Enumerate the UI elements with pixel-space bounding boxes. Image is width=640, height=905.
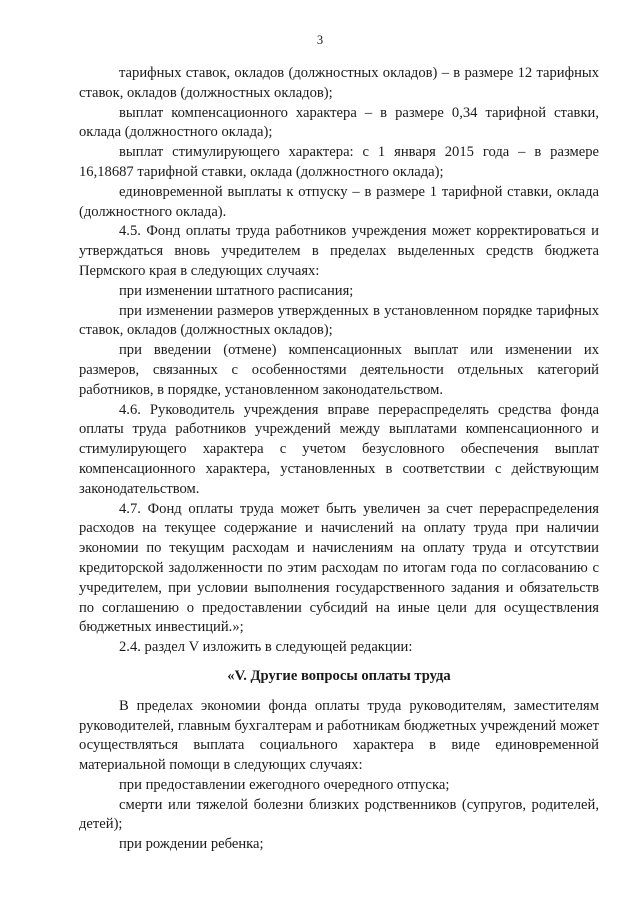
paragraph: тарифных ставок, окладов (должностных окладов) – в размере 12 тарифных ставок, окладов (должностных окладов); [79, 65, 599, 101]
paragraph: при рождении ребенка; [119, 836, 264, 853]
paragraph: 2.4. раздел V изложить в следующей редакции: [119, 639, 413, 656]
paragraph: смерти или тяжелой болезни близких родственников (супругов, родителей, детей); [79, 796, 599, 833]
paragraph: выплат стимулирующего характера: с 1 января 2015 года – в размере 16,18687 тарифной ставки, оклада (должностного оклада); [79, 144, 599, 180]
paragraph: при изменении размеров утвержденных в установленном порядке тарифных ставок, окладов (должностных окладов); [79, 302, 599, 339]
paragraph: В пределах экономии фонда оплаты труда руководителям, заместителям руководителей, главным бухгалтерам и работникам бюджетных учреждений может осуществляться выплата социального характера в виде единовременной материальной помощи в следующих случаях: [79, 697, 599, 774]
paragraph: 4.7. Фонд оплаты труда может быть увеличен за счет перераспределения расходов на текущее содержание и начислений на оплату труда при наличии экономии по текущим расходам и начислениям на оплату труда и отсутствии кредиторской задолженности по этим расходам по итогам года по согласованию с учредителем, при условии выполнения государственного задания и обязательств по соглашению о предоставлении субсидий на иные цели для осуществления бюджетных инвестиций.»; [79, 500, 599, 636]
document-body [79, 64, 599, 855]
paragraph: 4.6. Руководитель учреждения вправе перераспределять средства фонда оплаты труда работников учреждений между выплатами компенсационного и стимулирующего характера с учетом безусловного обеспечения выплат компенсационного характера, установленных в соответствии с действующим законодательством. [79, 401, 599, 497]
section-heading: «V. Другие вопросы оплаты труда [227, 667, 451, 684]
page-number: 3 [316, 33, 324, 47]
paragraph: 4.5. Фонд оплаты труда работников учреждения может корректироваться и утверждаться вновь учредителем в пределах выделенных средств бюджета Пермского края в следующих случаях: [79, 223, 599, 279]
paragraph: при изменении штатного расписания; [119, 282, 354, 299]
paragraph: при введении (отмене) компенсационных выплат или изменении их размеров, связанных с особенностями деятельности отдельных категорий работников, в порядке, установленном законодательством. [79, 342, 599, 398]
paragraph: единовременной выплаты к отпуску – в размере 1 тарифной ставки, оклада (должностного оклада). [79, 183, 599, 220]
paragraph: при предоставлении ежегодного очередного отпуска; [119, 776, 450, 793]
paragraph: выплат компенсационного характера – в размере 0,34 тарифной ставки, оклада (должностного оклада); [79, 104, 599, 141]
